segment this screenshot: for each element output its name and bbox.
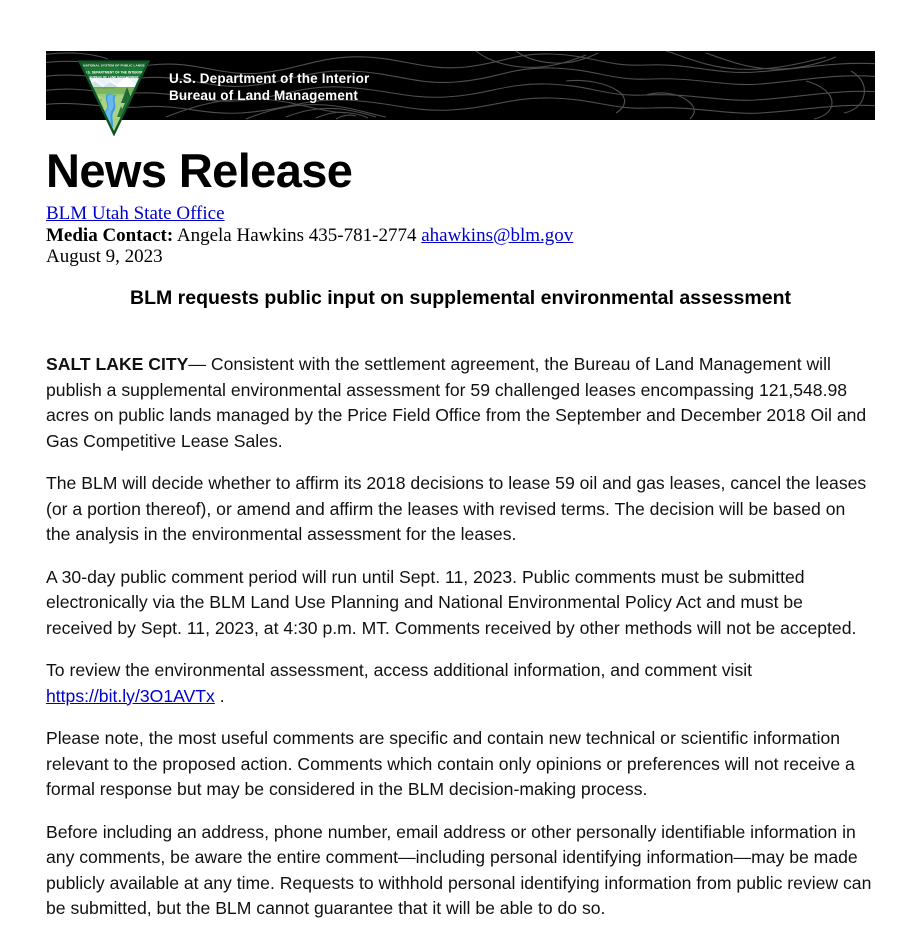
bitly-link[interactable]: https://bit.ly/3O1AVTx [46, 685, 215, 706]
svg-text:BUREAU OF LAND MANAGEMENT: BUREAU OF LAND MANAGEMENT [89, 75, 139, 79]
media-contact-row [46, 225, 573, 247]
contact-block [46, 203, 573, 268]
paragraph-4-tail: . [214, 685, 225, 706]
paragraph-5: Please note, the most useful comments are specific and contain new technical or scientific information relevant to the proposed action. Comments which contain only opinions or preferences will not receive a formal response but may be considered in the BLM decision-making process. [46, 728, 855, 799]
headline: BLM requests public input on supplemental environmental assessment [130, 287, 791, 309]
paragraph-1 [46, 352, 872, 454]
paragraph-1-text: — Consistent with the settlement agreement, the Bureau of Land Management will publish a supplemental environmental assessment for 59 challenged leases encompassing 121,548.98 acres on public lands managed by the Price Field Office from the September and December 2018 Oil and Gas Competitive Lease Sales. [46, 354, 867, 451]
paragraph-6: Before including an address, phone number, email address or other personally identifiable information in any comments, be aware the entire comment—including personal identifying information—may be made publicly available at any time. Requests to withhold personal identifying information from public review can be submitted, but the BLM cannot guarantee that it will be able to do so. [46, 821, 872, 918]
media-contact-email-link[interactable]: ahawkins@blm.gov [421, 224, 574, 246]
paragraph-2: The BLM will decide whether to affirm its 2018 decisions to lease 59 oil and gas leases, cancel the leases (or a portion thereof), or amend and affirm the leases with revised terms. The decision will be based on the analysis in the environmental assessment for the leases. [46, 473, 867, 544]
media-contact-name: Angela Hawkins 435-781-2774 [173, 224, 422, 246]
agency-line-2: Bureau of Land Management [169, 88, 359, 103]
body-copy [46, 352, 872, 922]
paragraph-4-lead: To review the environmental assessment, access additional information, and comment visit [46, 660, 753, 680]
agency-line-1: U.S. Department of the Interior [169, 71, 370, 86]
page-title: News Release [46, 144, 353, 197]
office-link-row [46, 203, 573, 225]
paragraph-4 [46, 658, 872, 709]
paragraph-3: A 30-day public comment period will run until Sept. 11, 2023. Public comments must be submitted electronically via the BLM Land Use Planning and National Environmental Policy Act and must be received by Sept. 11, 2023, at 4:30 p.m. MT. Comments received by other methods will not be accepted. [46, 566, 857, 638]
dateline: SALT LAKE CITY [46, 354, 189, 374]
agency-name [169, 70, 369, 104]
release-date: August 9, 2023 [46, 246, 163, 267]
blm-utah-state-office-link[interactable]: BLM Utah State Office [46, 203, 225, 224]
media-contact-label: Media Contact: [46, 224, 174, 246]
svg-text:U.S. DEPARTMENT OF THE INTERIO: U.S. DEPARTMENT OF THE INTERIOR [84, 70, 144, 75]
blm-seal-icon [77, 54, 151, 136]
agency-banner [46, 51, 875, 120]
svg-text:NATIONAL SYSTEM OF PUBLIC LAND: NATIONAL SYSTEM OF PUBLIC LANDS [83, 63, 145, 68]
